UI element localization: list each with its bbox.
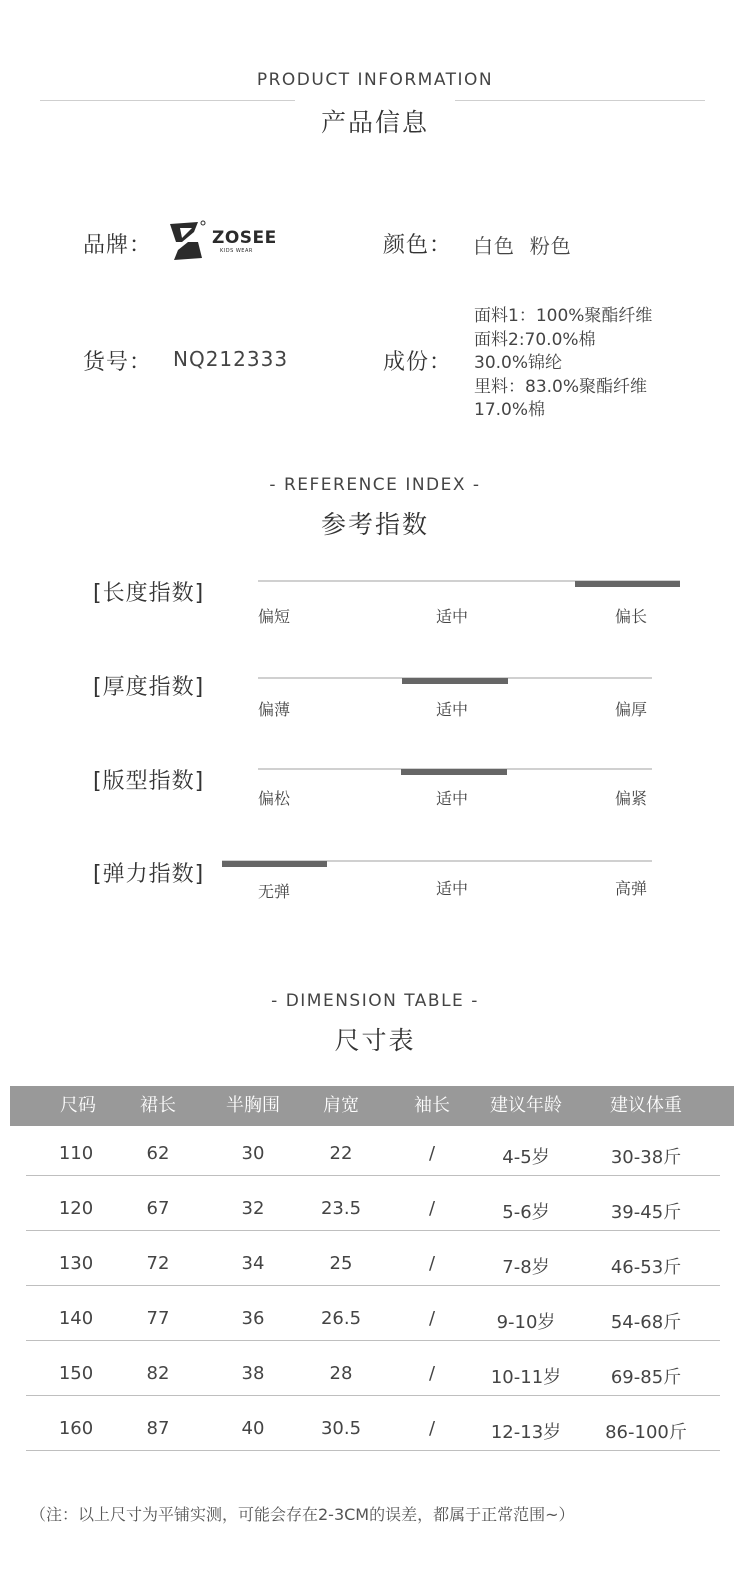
thickness-index-marker bbox=[402, 678, 508, 684]
composition-line: 17.0%棉 bbox=[474, 400, 546, 420]
table-cell: / bbox=[428, 1198, 436, 1219]
length-tick-high: 偏长 bbox=[615, 607, 648, 626]
composition-line: 面料1：100%聚酯纤维 bbox=[474, 306, 653, 326]
table-cell: 150 bbox=[58, 1363, 94, 1384]
thickness-tick-mid: 适中 bbox=[436, 700, 469, 719]
table-row-divider bbox=[26, 1450, 720, 1451]
table-cell: 34 bbox=[241, 1253, 265, 1274]
divider-left bbox=[40, 100, 295, 101]
table-cell: 4-5岁 bbox=[502, 1147, 550, 1168]
composition-line: 面料2:70.0%棉 bbox=[474, 329, 596, 350]
table-cell: 87 bbox=[146, 1418, 170, 1439]
header-size: 尺码 bbox=[60, 1095, 96, 1116]
reference-title-cn: 参考指数 bbox=[320, 510, 429, 539]
table-cell: 28 bbox=[329, 1363, 353, 1384]
section-title-cn: 产品信息 bbox=[320, 108, 429, 137]
table-cell: 82 bbox=[146, 1363, 170, 1384]
table-cell: 30-38斤 bbox=[610, 1147, 682, 1168]
table-cell: 30 bbox=[241, 1143, 265, 1164]
section-title-en: PRODUCT INFORMATION bbox=[256, 70, 494, 90]
brand-logo bbox=[168, 218, 280, 262]
reference-title-en: - REFERENCE INDEX - bbox=[269, 475, 481, 495]
composition-line: 30.0%锦纶 bbox=[474, 353, 563, 373]
thickness-tick-low: 偏薄 bbox=[258, 700, 291, 719]
brand-logo-subtext: KIDS WEAR bbox=[220, 248, 253, 254]
table-cell: / bbox=[428, 1143, 436, 1164]
table-cell: 62 bbox=[146, 1143, 170, 1164]
table-cell: / bbox=[428, 1418, 436, 1439]
table-cell: 38 bbox=[241, 1363, 265, 1384]
table-row-divider bbox=[26, 1230, 720, 1231]
table-cell: 160 bbox=[58, 1418, 94, 1439]
length-index-label: [长度指数] bbox=[93, 581, 205, 606]
table-cell: 12-13岁 bbox=[490, 1422, 562, 1443]
color-label: 颜色： bbox=[383, 233, 453, 258]
table-cell: / bbox=[428, 1363, 436, 1384]
dimension-table-header bbox=[10, 1086, 734, 1126]
table-cell: 5-6岁 bbox=[502, 1202, 550, 1223]
thickness-tick-high: 偏厚 bbox=[615, 700, 648, 719]
fit-tick-low: 偏松 bbox=[258, 789, 291, 808]
elasticity-tick-mid: 适中 bbox=[436, 879, 469, 898]
table-cell: 23.5 bbox=[320, 1198, 362, 1219]
length-tick-mid: 适中 bbox=[436, 607, 469, 626]
composition-line: 里料：83.0%聚酯纤维 bbox=[474, 376, 648, 397]
table-cell: 25 bbox=[329, 1253, 353, 1274]
table-cell: 40 bbox=[241, 1418, 265, 1439]
sku-label: 货号： bbox=[83, 350, 153, 375]
table-cell: 9-10岁 bbox=[496, 1312, 556, 1333]
elasticity-tick-low: 无弹 bbox=[258, 882, 291, 901]
fit-tick-high: 偏紧 bbox=[615, 789, 648, 808]
table-cell: 54-68斤 bbox=[610, 1312, 682, 1333]
elasticity-tick-high: 高弹 bbox=[615, 879, 648, 898]
table-cell: 32 bbox=[241, 1198, 265, 1219]
brand-label: 品牌： bbox=[83, 233, 153, 258]
table-cell: 67 bbox=[146, 1198, 170, 1219]
fit-tick-mid: 适中 bbox=[436, 789, 469, 808]
table-cell: 22 bbox=[329, 1143, 353, 1164]
length-index-marker bbox=[575, 581, 680, 587]
divider-right bbox=[455, 100, 705, 101]
table-cell: 77 bbox=[146, 1308, 170, 1329]
table-cell: 72 bbox=[146, 1253, 170, 1274]
table-row-divider bbox=[26, 1285, 720, 1286]
header-weight: 建议体重 bbox=[610, 1095, 682, 1116]
table-row-divider bbox=[26, 1340, 720, 1341]
table-cell: 86-100斤 bbox=[605, 1422, 687, 1443]
fit-index-label: [版型指数] bbox=[93, 769, 205, 794]
table-cell: 69-85斤 bbox=[610, 1367, 682, 1388]
header-bust: 半胸围 bbox=[226, 1095, 280, 1116]
sku-value: NQ212333 bbox=[173, 347, 289, 371]
elasticity-index-marker bbox=[222, 861, 327, 867]
header-length: 裙长 bbox=[140, 1095, 176, 1116]
color-value: 白色 粉色 bbox=[473, 234, 572, 258]
table-cell: 7-8岁 bbox=[502, 1257, 550, 1278]
size-note: （注：以上尺寸为平铺实测，可能会存在2-3CM的误差，都属于正常范围~） bbox=[30, 1505, 575, 1524]
composition-list bbox=[474, 305, 652, 423]
dimension-title-en: - DIMENSION TABLE - bbox=[271, 991, 479, 1011]
table-cell: 140 bbox=[58, 1308, 94, 1329]
table-cell: 26.5 bbox=[320, 1308, 362, 1329]
header-shoulder: 肩宽 bbox=[323, 1095, 359, 1116]
fit-index-marker bbox=[401, 769, 507, 775]
table-cell: 120 bbox=[58, 1198, 94, 1219]
thickness-index-label: [厚度指数] bbox=[93, 675, 205, 700]
table-cell: 36 bbox=[241, 1308, 265, 1329]
table-cell: 46-53斤 bbox=[610, 1257, 682, 1278]
brand-logo-text: ZOSEE bbox=[212, 228, 277, 248]
dimension-title-cn: 尺寸表 bbox=[334, 1026, 416, 1055]
table-cell: 30.5 bbox=[320, 1418, 362, 1439]
composition-label: 成份： bbox=[383, 350, 453, 375]
table-cell: 130 bbox=[58, 1253, 94, 1274]
header-sleeve: 袖长 bbox=[414, 1095, 450, 1116]
table-cell: 39-45斤 bbox=[610, 1202, 682, 1223]
table-row-divider bbox=[26, 1175, 720, 1176]
table-cell: / bbox=[428, 1308, 436, 1329]
table-row-divider bbox=[26, 1395, 720, 1396]
table-cell: 110 bbox=[58, 1143, 94, 1164]
length-tick-low: 偏短 bbox=[258, 607, 291, 626]
elasticity-index-label: [弹力指数] bbox=[93, 862, 205, 887]
table-cell: 10-11岁 bbox=[490, 1367, 562, 1388]
table-cell: / bbox=[428, 1253, 436, 1274]
header-age: 建议年龄 bbox=[490, 1095, 562, 1116]
